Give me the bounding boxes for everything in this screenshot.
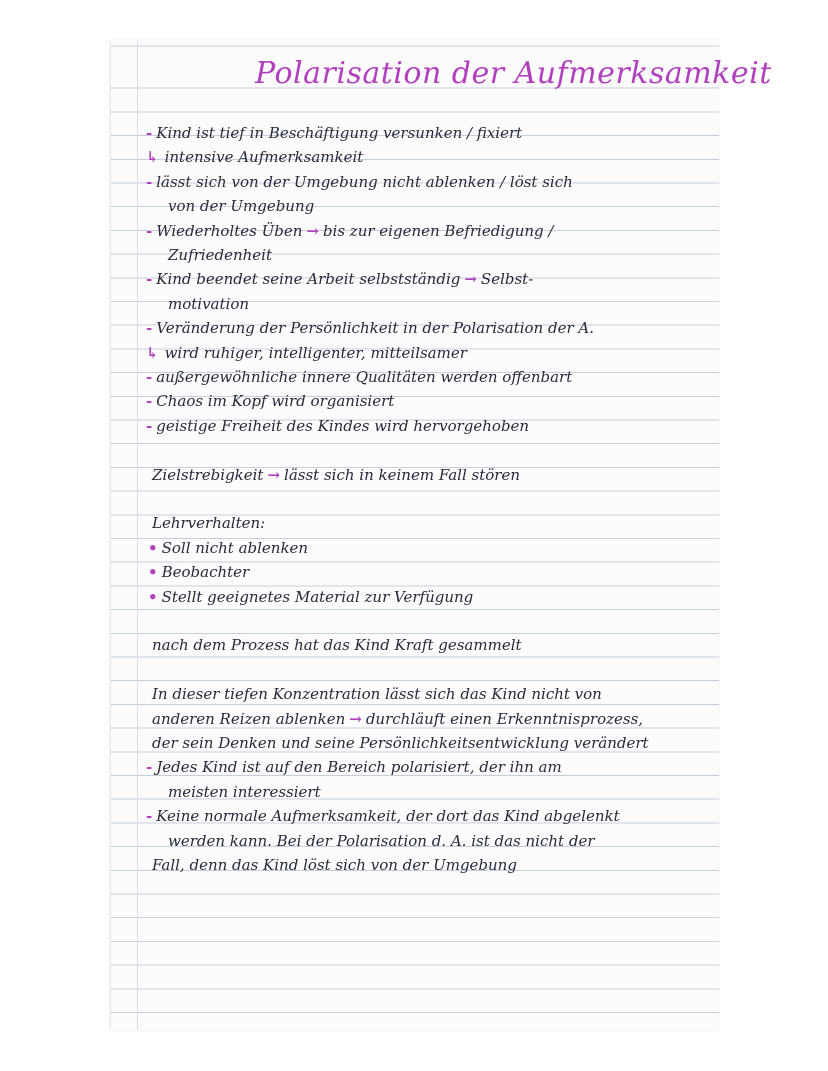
note-text: von der Umgebung	[168, 197, 315, 216]
pink-arrow-icon: →	[349, 709, 362, 728]
note-text: Zufriedenheit	[168, 246, 272, 264]
note-line	[152, 734, 649, 752]
note-text: wird ruhiger, intelligenter, mitteilsamer	[164, 343, 467, 362]
note-text: Zielstrebigkeit	[152, 465, 264, 484]
pink-dash-icon: -	[146, 807, 153, 826]
pink-arrow-icon: →	[267, 465, 281, 484]
note-line	[146, 758, 562, 776]
note-line	[146, 270, 533, 288]
pink-arrow-icon: →	[464, 270, 477, 289]
pink-arrow-icon: ↳	[146, 343, 159, 362]
note-line	[152, 856, 517, 874]
pink-bullet-icon: •	[148, 538, 158, 557]
page-title: Polarisation der Aufmerksamkeit	[255, 56, 772, 91]
note-line	[152, 636, 522, 654]
note-text: Veränderung der Persönlichkeit in der Polarisation der A.	[156, 319, 594, 338]
note-line	[148, 539, 308, 557]
margin-line	[137, 40, 138, 1030]
note-text: In dieser tiefen Konzentration lässt sich das Kind nicht von	[152, 685, 602, 704]
note-line	[152, 710, 643, 728]
note-line	[152, 514, 265, 532]
note-line	[168, 295, 249, 313]
pink-dash-icon: -	[146, 368, 153, 386]
note-line	[146, 148, 363, 166]
note-line	[146, 124, 522, 142]
note-text: Beobachter	[161, 563, 250, 582]
note-text-continued: Selbst-	[480, 270, 534, 289]
note-line	[168, 832, 595, 850]
note-line	[168, 783, 321, 801]
pink-arrow-icon: →	[306, 221, 319, 240]
note-text: Jedes Kind ist auf den Bereich polarisiert, der ihn am	[156, 758, 562, 777]
note-text: anderen Reizen ablenken	[152, 709, 346, 728]
note-text: lässt sich von der Umgebung nicht ablenken / löst sich	[156, 172, 573, 191]
note-text: geistige Freiheit des Kindes wird hervorgehoben	[156, 416, 530, 435]
note-text: meisten interessiert	[168, 782, 321, 801]
note-text: motivation	[168, 294, 250, 313]
note-line	[146, 807, 620, 825]
note-text: Kind beendet seine Arbeit selbstständig	[156, 270, 461, 289]
note-line	[152, 466, 520, 484]
pink-dash-icon: -	[146, 221, 153, 240]
pink-dash-icon: -	[146, 758, 153, 777]
note-line	[148, 588, 473, 606]
note-line	[146, 222, 553, 240]
note-line	[146, 319, 594, 337]
note-text: werden kann. Bei der Polarisation d. A. ist das nicht der	[168, 831, 595, 850]
note-line	[146, 173, 573, 191]
note-text: nach dem Prozess hat das Kind Kraft gesammelt	[152, 636, 522, 655]
note-text: Chaos im Kopf wird organisiert	[156, 392, 395, 411]
note-text: Soll nicht ablenken	[161, 538, 309, 557]
pink-dash-icon: -	[146, 270, 153, 289]
note-line	[168, 197, 314, 215]
pink-dash-icon: -	[146, 319, 153, 338]
note-text-continued: durchläuft einen Erkenntnisprozess,	[365, 709, 644, 728]
note-text: Keine normale Aufmerksamkeit, der dort das Kind abgelenkt	[156, 807, 620, 826]
note-text: der sein Denken und seine Persönlichkeitsentwicklung verändert	[152, 734, 649, 752]
note-line	[146, 344, 467, 362]
pink-bullet-icon: •	[148, 563, 158, 582]
pink-dash-icon: -	[146, 416, 153, 435]
note-text: Kind ist tief in Beschäftigung versunken / fixiert	[156, 124, 523, 142]
pink-dash-icon: -	[146, 392, 153, 411]
note-line	[146, 417, 529, 435]
note-text: außergewöhnliche innere Qualitäten werden offenbart	[156, 368, 573, 386]
note-line	[152, 685, 602, 703]
pink-dash-icon: -	[146, 172, 153, 191]
note-text: intensive Aufmerksamkeit	[164, 148, 364, 167]
note-line	[146, 392, 394, 410]
note-text: Wiederholtes Üben	[156, 221, 303, 240]
pink-dash-icon: -	[146, 124, 153, 142]
note-text-continued: bis zur eigenen Befriedigung /	[322, 221, 554, 240]
note-text-continued: lässt sich in keinem Fall stören	[284, 465, 520, 484]
note-line	[148, 563, 249, 581]
note-text: Lehrverhalten:	[152, 514, 266, 533]
note-text: Stellt geeignetes Material zur Verfügung	[161, 587, 474, 606]
pink-arrow-icon: ↳	[146, 148, 159, 167]
note-text: Fall, denn das Kind löst sich von der Umgebung	[152, 856, 517, 874]
pink-bullet-icon: •	[148, 587, 158, 606]
note-line	[146, 368, 572, 386]
note-line	[168, 246, 272, 264]
